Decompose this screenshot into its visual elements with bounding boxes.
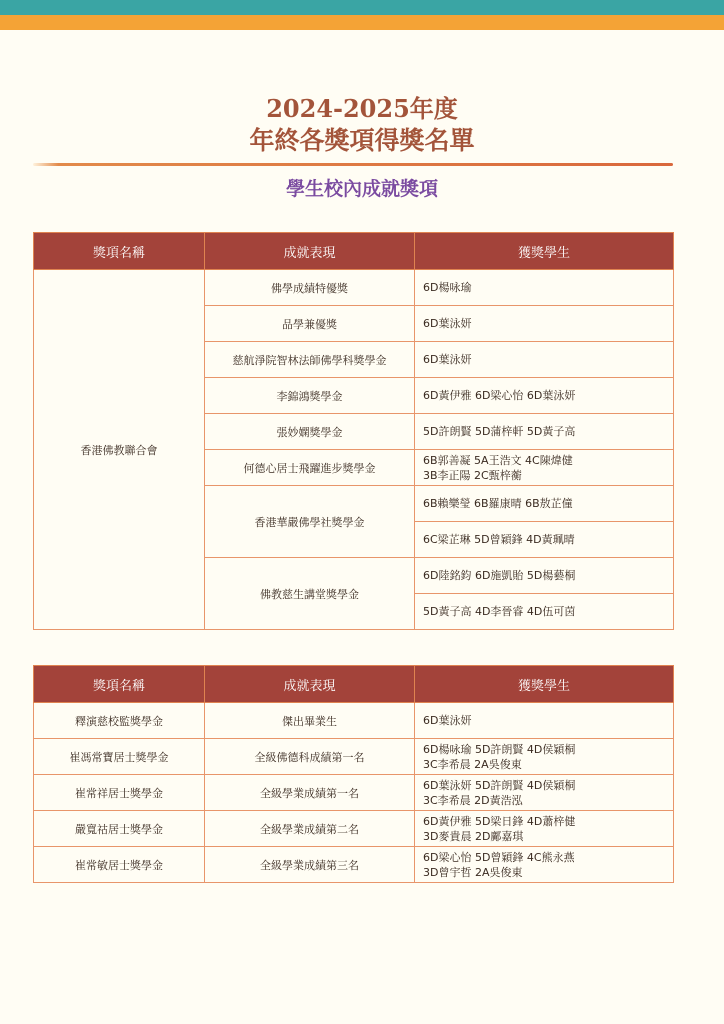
table-row [34,739,674,775]
students-cell [415,486,674,522]
student-line: 6B郭善凝 5A王浩文 4C陳煒健 [423,453,573,467]
header-award-name: 獎項名稱 [34,233,205,270]
student-line: 6D葉泳妍 [423,353,472,366]
header-achievement: 成就表現 [205,666,415,703]
achievement-cell: 李錦鴻獎學金 [205,378,415,414]
achievement-cell: 慈航淨院智林法師佛學科獎學金 [205,342,415,378]
students-cell [415,306,674,342]
student-line: 5D許朗賢 5D蒲梓軒 5D黃子高 [423,425,576,438]
achievement-cell: 全級學業成績第三名 [205,847,415,883]
title-year: 2024-2025年度 [266,94,458,123]
students-cell [415,270,674,306]
student-line: 6D葉泳妍 [423,714,472,727]
table-row [34,703,674,739]
student-line: 6D楊咏瑜 5D許朗賢 4D侯穎桐 [423,742,576,756]
students-cell [415,847,674,883]
table-row [34,775,674,811]
achievement-cell: 全級學業成績第一名 [205,775,415,811]
student-line: 3C李希晨 2D黃浩泓 [423,793,523,807]
section-subtitle: 學生校內成就獎項 [285,178,438,200]
award-name-cell: 崔馮常寶居士獎學金 [34,739,205,775]
table-header-row [34,233,674,270]
student-line: 6D黃伊雅 5D梁日鋒 4D蕭梓健 [423,814,576,828]
student-line: 6D楊咏瑜 [423,281,472,294]
student-line: 6C梁芷琳 5D曾穎鋒 4D黃珮晴 [423,533,575,546]
students-cell [415,522,674,558]
achievement-cell: 全級佛德科成績第一名 [205,739,415,775]
student-line: 6B賴樂瑩 6B羅康晴 6B敖芷僮 [423,497,573,510]
student-line: 3B李正陽 2C甄梓蘅 [423,468,522,482]
student-line: 6D葉泳妍 5D許朗賢 4D侯穎桐 [423,778,576,792]
award-name-cell: 崔常敏居士獎學金 [34,847,205,883]
student-line: 6D梁心怡 5D曾穎鋒 4C熊永燕 [423,850,575,864]
header-award-name: 獎項名稱 [34,666,205,703]
student-line: 6D黃伊雅 6D梁心怡 6D葉泳妍 [423,389,576,402]
students-cell [415,558,674,594]
award-name-cell: 香港佛教聯合會 [34,270,205,630]
title-divider [33,163,673,166]
title-main: 年終各獎項得獎名單 [249,126,475,155]
award-name-cell: 崔常祥居士獎學金 [34,775,205,811]
students-cell [415,811,674,847]
student-line: 6D陸銘鈞 6D施凱貽 5D楊藝桐 [423,569,576,582]
students-cell [415,342,674,378]
header-achievement: 成就表現 [205,233,415,270]
achievement-cell: 佛學成績特優獎 [205,270,415,306]
awards-table-1 [33,232,674,630]
achievement-cell: 品學兼優獎 [205,306,415,342]
achievement-cell: 何德心居士飛躍進步獎學金 [205,450,415,486]
student-line: 3C李希晨 2A吳俊東 [423,757,522,771]
table-row [34,270,674,306]
achievement-cell: 佛教慈生講堂獎學金 [205,558,415,630]
award-name-cell: 嚴寬祜居士獎學金 [34,811,205,847]
top-orange-band [0,15,724,30]
top-teal-band [0,0,724,15]
achievement-cell: 香港華嚴佛學社獎學金 [205,486,415,558]
achievement-cell: 傑出畢業生 [205,703,415,739]
student-line: 5D黃子高 4D李晉睿 4D伍可茵 [423,605,576,618]
students-cell [415,703,674,739]
student-line: 3D麥貴晨 2D鄺嘉琪 [423,829,524,843]
achievement-cell: 張妙嫻獎學金 [205,414,415,450]
header-students: 獲獎學生 [415,666,674,703]
page-title [0,93,724,157]
students-cell [415,739,674,775]
achievement-cell: 全級學業成績第二名 [205,811,415,847]
awards-table-2 [33,665,674,883]
students-cell [415,378,674,414]
student-line: 6D葉泳妍 [423,317,472,330]
header-students: 獲獎學生 [415,233,674,270]
students-cell [415,775,674,811]
table-row [34,847,674,883]
students-cell [415,594,674,630]
students-cell [415,414,674,450]
students-cell [415,450,674,486]
table-row [34,811,674,847]
table-header-row [34,666,674,703]
student-line: 3D曾宇哲 2A吳俊東 [423,865,523,879]
award-name-cell: 釋演慈校監獎學金 [34,703,205,739]
